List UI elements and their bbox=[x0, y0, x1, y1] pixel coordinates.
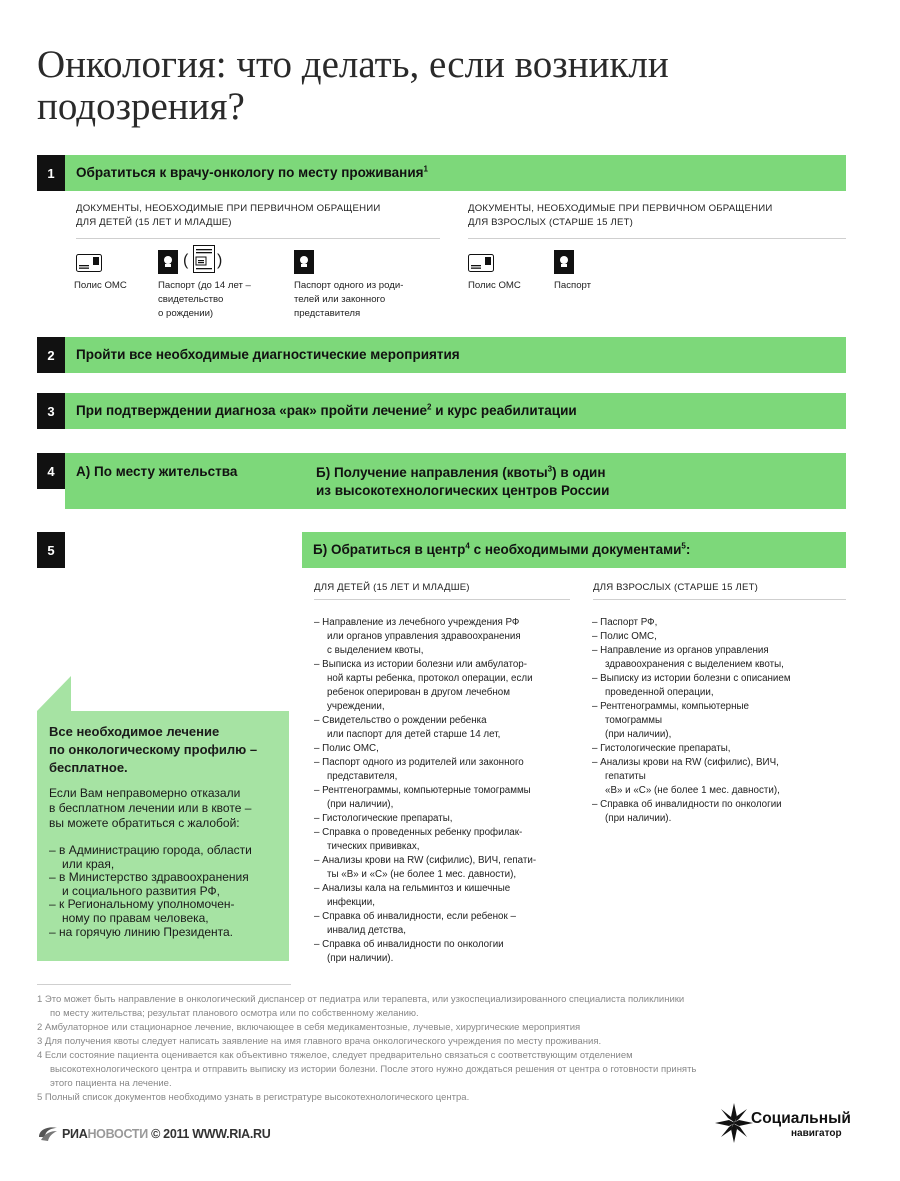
callout-list-item: – в Министерство здравоохранения bbox=[49, 870, 249, 885]
list-item: – Анализы крови на RW (сифилис), ВИЧ, bbox=[592, 757, 779, 768]
list-item: или органов управления здравоохранения bbox=[327, 631, 521, 642]
divider bbox=[76, 238, 440, 239]
divider bbox=[314, 599, 570, 600]
list-item: инфекции, bbox=[327, 897, 375, 908]
list-item: – Выписку из истории болезни с описанием bbox=[592, 673, 791, 684]
callout-corner bbox=[37, 676, 71, 711]
doc-label-passport-child: Паспорт (до 14 лет – свидетельство о рождении) bbox=[158, 280, 251, 319]
footnotes bbox=[37, 993, 872, 1105]
callout-list-item: – на горячую линию Президента. bbox=[49, 924, 234, 939]
step-4-option-a: А) По месту жительства bbox=[76, 464, 238, 479]
callout-box bbox=[37, 711, 289, 961]
list-item: – Справка о проведенных ребенку профилак- bbox=[314, 827, 523, 838]
footnote-line: 3 Для получения квоты следует написать заявление на имя главного врача онкологического учреждения по месту проживания. bbox=[37, 1036, 602, 1047]
step-5-bar bbox=[302, 532, 846, 568]
list-item: – Рентгенограммы, компьютерные bbox=[592, 701, 750, 712]
step-1-bar bbox=[65, 155, 846, 191]
paren-open: ( bbox=[183, 252, 189, 269]
children-docs-caption: ДОКУМЕНТЫ, НЕОБХОДИМЫЕ ПРИ ПЕРВИЧНОМ ОБРАЩЕНИИ ДЛЯ ДЕТЕЙ (15 ЛЕТ И МЛАДШЕ) bbox=[76, 203, 381, 228]
footnote-line: 1 Это может быть направление в онкологический диспансер от педиатра или терапевта, или узкоспециализированного специалиста поликлиники bbox=[37, 994, 685, 1005]
list-item: – Гистологические препараты, bbox=[314, 813, 453, 824]
footnote-line: 4 Если состояние пациента оценивается как объективно тяжелое, следует предварительно связаться с соответствующим отделением bbox=[37, 1050, 633, 1061]
step-4-option-b: Б) Получение направления (квоты$^3$) в один из высокотехнологических центров России bbox=[316, 464, 610, 498]
list-item: ты «В» и «С» (не более 1 мес. давности), bbox=[327, 869, 517, 880]
step-number-5: 5 bbox=[37, 532, 65, 568]
list-item: – Справка об инвалидности по онкологии bbox=[592, 799, 782, 810]
callout-heading: Все необходимое лечение по онкологическому профилю – бесплатное. bbox=[49, 724, 258, 775]
footnote-line: высокотехнологического центра и отправить выписку из истории болезни. После этого нужно дождаться решения от центра о готовности принять bbox=[50, 1064, 697, 1075]
adults-docs-caption: ДОКУМЕНТЫ, НЕОБХОДИМЫЕ ПРИ ПЕРВИЧНОМ ОБРАЩЕНИИ ДЛЯ ВЗРОСЛЫХ (СТАРШЕ 15 ЛЕТ) bbox=[468, 203, 773, 228]
list-item: – Паспорт РФ, bbox=[592, 617, 658, 628]
doc-label-oms: Полис ОМС bbox=[74, 280, 127, 291]
social-navigator-logo-icon bbox=[715, 1103, 753, 1143]
step-4-bar bbox=[65, 453, 846, 509]
step5-children-caption: ДЛЯ ДЕТЕЙ (15 ЛЕТ И МЛАДШЕ) bbox=[314, 582, 470, 593]
footnote-line: этого пациента на лечение. bbox=[50, 1078, 172, 1089]
oms-card-icon bbox=[468, 254, 494, 272]
oms-card-icon bbox=[76, 254, 102, 272]
footer-credit: РИАНОВОСТИ © 2011 WWW.RIA.RU bbox=[62, 1127, 271, 1141]
brand-name: Социальный bbox=[751, 1110, 851, 1127]
step-number-2: 2 bbox=[37, 337, 65, 373]
step5-adults-list bbox=[592, 616, 846, 826]
doc-label-parent-passport: Паспорт одного из роди- телей или законного представителя bbox=[294, 280, 404, 319]
callout-list-item: или края, bbox=[62, 856, 115, 871]
footnote-line: по месту жительства; результат планового осмотра или по собственному желанию. bbox=[50, 1008, 419, 1019]
step-2-bar bbox=[65, 337, 846, 373]
doc-label-passport-adult: Паспорт bbox=[554, 280, 592, 291]
birth-certificate-icon bbox=[193, 245, 215, 273]
list-item: ной карты ребенка, протокол операции, если bbox=[327, 673, 533, 684]
callout-list bbox=[49, 844, 284, 939]
step-3-bar bbox=[65, 393, 846, 429]
ria-logo-icon bbox=[37, 1125, 59, 1143]
divider bbox=[593, 599, 846, 600]
list-item: – Рентгенограммы, компьютерные томограммы bbox=[314, 785, 531, 796]
list-item: томограммы bbox=[605, 715, 662, 726]
list-item: (при наличии). bbox=[605, 813, 672, 824]
step-5-label: Б) Обратиться в центр$^4$ с необходимыми документами$^5$: bbox=[313, 541, 691, 557]
list-item: (при наличии), bbox=[327, 799, 394, 810]
list-item: учреждении, bbox=[327, 701, 385, 712]
step-3-label: При подтверждении диагноза «рак» пройти лечение$^2$ и курс реабилитации bbox=[76, 402, 577, 418]
step-number-3: 3 bbox=[37, 393, 65, 429]
list-item: – Гистологические препараты, bbox=[592, 743, 731, 754]
list-item: – Анализы кала на гельминтоз и кишечные bbox=[314, 883, 511, 894]
passport-icon bbox=[158, 250, 178, 274]
list-item: гепатиты bbox=[605, 771, 646, 782]
callout-list-item: ному по правам человека, bbox=[62, 910, 209, 925]
list-item: (при наличии). bbox=[327, 953, 394, 964]
passport-icon bbox=[294, 250, 314, 274]
list-item: проведенной операции, bbox=[605, 687, 714, 698]
list-item: – Полис ОМС, bbox=[314, 743, 379, 754]
list-item: «В» и «С» (не более 1 мес. давности), bbox=[605, 785, 780, 796]
list-item: – Справка об инвалидности по онкологии bbox=[314, 939, 504, 950]
list-item: с выделением квоты, bbox=[327, 645, 424, 656]
paren-close: ) bbox=[217, 252, 223, 269]
step-2-label: Пройти все необходимые диагностические мероприятия bbox=[76, 347, 460, 362]
step-1-label: Обратиться к врачу-онкологу по месту проживания$^1$ bbox=[76, 164, 428, 180]
footnote-line: 2 Амбулаторное или стационарное лечение, включающее в себя медикаментозные, лучевые, хирургические мероприятия bbox=[37, 1022, 581, 1033]
step5-adults-caption: ДЛЯ ВЗРОСЛЫХ (СТАРШЕ 15 ЛЕТ) bbox=[593, 582, 759, 593]
list-item: (при наличии), bbox=[605, 729, 672, 740]
list-item: – Направление из лечебного учреждения РФ bbox=[314, 617, 520, 628]
callout-list-item: – к Региональному уполномочен- bbox=[49, 897, 235, 912]
step5-children-list bbox=[314, 616, 589, 966]
list-item: – Анализы крови на RW (сифилис), ВИЧ, гепати- bbox=[314, 855, 537, 866]
passport-icon bbox=[554, 250, 574, 274]
list-item: – Выписка из истории болезни или амбулатор- bbox=[314, 659, 528, 670]
list-item: – Паспорт одного из родителей или законного bbox=[314, 757, 524, 768]
list-item: тических прививках, bbox=[327, 841, 420, 852]
list-item: или паспорт для детей старше 14 лет, bbox=[327, 729, 501, 740]
step-number-1: 1 bbox=[37, 155, 65, 191]
page-title: Онкология: что делать, если возникли подозрения? bbox=[37, 43, 669, 128]
list-item: – Полис ОМС, bbox=[592, 631, 657, 642]
list-item: ребенок оперирован в другом лечебном bbox=[327, 687, 510, 698]
divider bbox=[468, 238, 846, 239]
list-item: – Справка об инвалидности, если ребенок – bbox=[314, 911, 516, 922]
list-item: – Свидетельство о рождении ребенка bbox=[314, 715, 487, 726]
brand-subtitle: навигатор bbox=[791, 1128, 842, 1139]
callout-list-item: и социального развития РФ, bbox=[62, 883, 220, 898]
list-item: инвалид детства, bbox=[327, 925, 406, 936]
doc-label-oms-adult: Полис ОМС bbox=[468, 280, 521, 291]
callout-intro: Если Вам неправомерно отказали в бесплатном лечении или в квоте – вы можете обратиться с жалобой: bbox=[49, 786, 252, 830]
list-item: представителя, bbox=[327, 771, 398, 782]
divider bbox=[37, 984, 291, 985]
list-item: здравоохранения с выделением квоты, bbox=[605, 659, 784, 670]
step-number-4: 4 bbox=[37, 453, 65, 489]
footnote-line: 5 Полный список документов необходимо узнать в регистратуре высокотехнологического центра. bbox=[37, 1092, 470, 1103]
list-item: – Направление из органов управления bbox=[592, 645, 769, 656]
callout-list-item: – в Администрацию города, области bbox=[49, 843, 252, 857]
